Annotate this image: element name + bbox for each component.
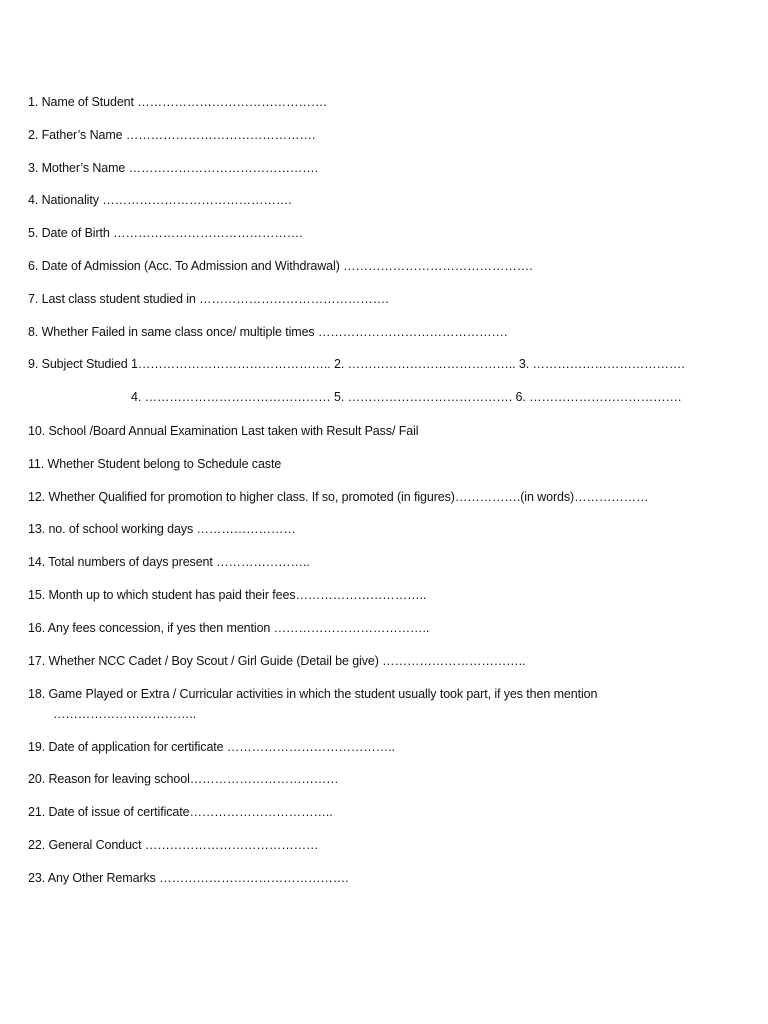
field-application-date: 19. Date of application for certificate ………………………………….. [28,740,395,754]
field-other-remarks: 23. Any Other Remarks ………………………………………. [28,871,349,885]
field-schedule-caste: 11. Whether Student belong to Schedule caste [28,457,282,471]
field-extra-curricular-blank: …………………………….. [53,707,197,721]
field-fathers-name: 2. Father’s Name ………………………………………. [28,128,316,142]
field-leaving-reason: 20. Reason for leaving school……………………………… [28,772,339,786]
field-fees-concession: 16. Any fees concession, if yes then mention ……………………………….. [28,621,430,635]
field-issue-date: 21. Date of issue of certificate…………………………….. [28,805,333,819]
field-extra-curricular: 18. Game Played or Extra / Curricular activities in which the student usually took part, if yes then mention [28,687,598,701]
field-working-days: 13. no. of school working days …………………… [28,522,296,536]
field-fees-paid-month: 15. Month up to which student has paid their fees………………………….. [28,588,427,602]
field-nationality: 4. Nationality ………………………………………. [28,193,292,207]
field-date-of-admission: 6. Date of Admission (Acc. To Admission and Withdrawal) ………………………………………. [28,259,533,273]
field-subjects-studied-1: 9. Subject Studied 1……………………………………….. 2. ………………………………….. 3. ………………………………. [28,357,685,371]
field-ncc-scout-guide: 17. Whether NCC Cadet / Boy Scout / Girl Guide (Detail be give) …………………………….. [28,654,526,668]
field-date-of-birth: 5. Date of Birth ………………………………………. [28,226,303,240]
field-board-examination: 10. School /Board Annual Examination Last taken with Result Pass/ Fail [28,424,419,438]
field-promotion: 12. Whether Qualified for promotion to higher class. If so, promoted (in figures)…………….(in words)……………… [28,490,649,504]
field-days-present: 14. Total numbers of days present ………………….. [28,555,310,569]
field-failed-same-class: 8. Whether Failed in same class once/ multiple times ………………………………………. [28,325,508,339]
field-subjects-studied-2: 4. ……………………………………… 5. …………………………………. 6. ………………………………. [131,390,682,404]
field-mothers-name: 3. Mother’s Name ………………………………………. [28,161,319,175]
field-last-class: 7. Last class student studied in ………………………………………. [28,292,389,306]
field-general-conduct: 22. General Conduct …………………………………… [28,838,319,852]
field-name-of-student: 1. Name of Student ………………………………………. [28,95,327,109]
